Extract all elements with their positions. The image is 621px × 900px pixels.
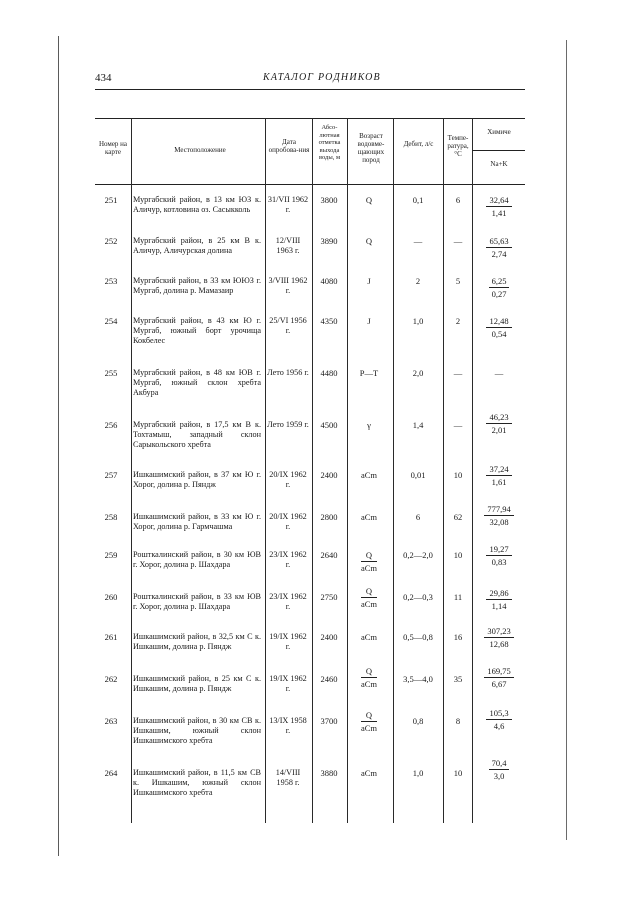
column-divider bbox=[265, 118, 266, 823]
row-number: 261 bbox=[104, 632, 118, 642]
col-header-debit: Дебит, л/с bbox=[403, 140, 434, 148]
row-age bbox=[349, 710, 389, 733]
row-age: aCm bbox=[360, 470, 378, 480]
age-top: Q bbox=[361, 666, 377, 678]
age-bottom: aCm bbox=[360, 599, 378, 609]
row-location: Ишкашимский район, в 32,5 км С к. Ишкашим, долина р. Пяндж bbox=[133, 632, 261, 651]
row-date: 25/VI 1956 г. bbox=[269, 316, 307, 335]
row-chem bbox=[475, 626, 523, 649]
row-temperature: 16 bbox=[453, 632, 463, 642]
row-debit: 1,0 bbox=[412, 316, 424, 326]
row-debit: 6 bbox=[415, 512, 421, 522]
row-number: 263 bbox=[104, 716, 118, 726]
row-date: 23/IX 1962 г. bbox=[269, 592, 307, 611]
row-altitude: 4080 bbox=[320, 276, 338, 286]
row-location: Мургабский район, в 13 км ЮЗ к. Аличур, котловина оз. Сасыкколь bbox=[133, 195, 261, 214]
row-temperature: 62 bbox=[453, 512, 463, 522]
col-header-altitude: Абсо-лютная отметка выхода воды, м bbox=[318, 124, 341, 161]
row-chem bbox=[475, 276, 523, 299]
age-bottom: aCm bbox=[360, 679, 378, 689]
row-debit: 0,2—2,0 bbox=[403, 550, 433, 560]
column-divider bbox=[443, 118, 444, 823]
row-altitude: 2400 bbox=[320, 632, 338, 642]
row-chem bbox=[475, 758, 523, 781]
row-age bbox=[349, 586, 389, 609]
row-altitude: 4500 bbox=[320, 420, 338, 430]
table-header-bottom-rule bbox=[95, 184, 525, 185]
row-date: 3/VIII 1962 г. bbox=[268, 276, 308, 295]
chem-top: 70,4 bbox=[489, 758, 510, 770]
age-bottom: aCm bbox=[360, 563, 378, 573]
row-location: Мургабский район, в 17,5 км В к. Тохтамыш, западный склон Сарыкольского хребта bbox=[133, 420, 261, 449]
col-header-location: Местоположение bbox=[174, 146, 226, 154]
row-date: 31/VII 1962 г. bbox=[267, 195, 309, 214]
row-location: Ишкашимский район, в 33 км Ю г. Хорог, долина р. Гармчашма bbox=[133, 512, 261, 531]
row-altitude: 2460 bbox=[320, 674, 338, 684]
row-chem bbox=[475, 316, 523, 339]
row-number: 264 bbox=[104, 768, 118, 778]
row-date: 13/IX 1958 г. bbox=[269, 716, 307, 735]
chem-top: 32,64 bbox=[486, 195, 511, 207]
row-date: Лето 1959 г. bbox=[267, 420, 309, 429]
column-divider bbox=[393, 118, 394, 823]
row-date: 20/IX 1962 г. bbox=[269, 512, 307, 531]
row-date: 20/IX 1962 г. bbox=[269, 470, 307, 489]
page-header bbox=[95, 70, 525, 88]
row-chem bbox=[475, 504, 523, 527]
row-date: 19/IX 1962 г. bbox=[269, 632, 307, 651]
row-number: 258 bbox=[104, 512, 118, 522]
col-header-chem-sub: Na+K bbox=[490, 160, 508, 168]
row-number: 260 bbox=[104, 592, 118, 602]
page-number: 434 bbox=[95, 72, 112, 84]
chem-bottom: 32,08 bbox=[489, 517, 509, 527]
age-top: Q bbox=[361, 586, 377, 598]
row-debit: 2 bbox=[415, 276, 421, 286]
row-debit: 0,2—0,3 bbox=[403, 592, 433, 602]
row-number: 251 bbox=[104, 195, 118, 205]
age-bottom: aCm bbox=[360, 723, 378, 733]
row-date: 14/VIII 1958 г. bbox=[275, 768, 301, 787]
row-number: 259 bbox=[104, 550, 118, 560]
chem-top: 37,24 bbox=[486, 464, 511, 476]
chem-top: 19,27 bbox=[486, 544, 511, 556]
row-temperature: 10 bbox=[453, 550, 463, 560]
chem-top: 307,23 bbox=[484, 626, 513, 638]
running-title: КАТАЛОГ РОДНИКОВ bbox=[263, 72, 381, 83]
row-debit: 0,1 bbox=[412, 195, 424, 205]
row-number: 252 bbox=[104, 236, 118, 246]
chem-bottom: 6,67 bbox=[491, 679, 507, 689]
column-divider bbox=[347, 118, 348, 823]
row-date: 12/VIII 1963 г. bbox=[275, 236, 301, 255]
row-temperature: 2 bbox=[455, 316, 461, 326]
row-location: Мургабский район, в 43 км Ю г. Мургаб, южный борт урочища Кокбелес bbox=[133, 316, 261, 345]
col-header-chem: Химиче bbox=[487, 128, 511, 136]
row-chem bbox=[475, 544, 523, 567]
column-divider bbox=[131, 118, 132, 823]
row-age: P—T bbox=[359, 368, 379, 378]
chem-top: 105,3 bbox=[486, 708, 511, 720]
scan-edge-right bbox=[566, 40, 567, 840]
row-altitude: 4350 bbox=[320, 316, 338, 326]
chem-bottom: 12,68 bbox=[489, 639, 509, 649]
row-location: Мургабский район, в 48 км ЮВ г. Мургаб, южный склон хребта Акбура bbox=[133, 368, 261, 397]
row-altitude: 2640 bbox=[320, 550, 338, 560]
row-age: J bbox=[367, 316, 371, 326]
row-age: Q bbox=[365, 195, 373, 205]
row-age: aCm bbox=[360, 512, 378, 522]
chem-top: 65,63 bbox=[486, 236, 511, 248]
row-chem bbox=[475, 464, 523, 487]
table-top-rule bbox=[95, 118, 525, 119]
row-altitude: 3700 bbox=[320, 716, 338, 726]
row-temperature: 10 bbox=[453, 470, 463, 480]
chem-top: 12,48 bbox=[486, 316, 511, 328]
row-debit: 1,4 bbox=[412, 420, 424, 430]
chem-bottom: 1,61 bbox=[491, 477, 507, 487]
row-chem bbox=[475, 195, 523, 218]
row-age bbox=[349, 666, 389, 689]
row-chem: — bbox=[494, 368, 504, 378]
row-chem bbox=[475, 666, 523, 689]
row-debit: 0,5—0,8 bbox=[403, 632, 433, 642]
row-temperature: — bbox=[453, 236, 463, 246]
chem-bottom: 2,01 bbox=[491, 425, 507, 435]
row-age bbox=[349, 550, 389, 573]
scan-edge-left bbox=[58, 36, 59, 856]
chem-bottom: 4,6 bbox=[493, 721, 505, 731]
header-rule bbox=[95, 89, 525, 90]
row-debit: — bbox=[413, 236, 423, 246]
row-temperature: 5 bbox=[455, 276, 461, 286]
row-temperature: 6 bbox=[455, 195, 461, 205]
row-location: Ишкашимский район, в 30 км СВ к. Ишкашим, южный склон Ишкашимского хребта bbox=[133, 716, 261, 745]
row-temperature: 8 bbox=[455, 716, 461, 726]
row-date: 23/IX 1962 г. bbox=[269, 550, 307, 569]
row-age: aCm bbox=[360, 768, 378, 778]
row-age: Q bbox=[365, 236, 373, 246]
chem-top: 777,94 bbox=[484, 504, 513, 516]
row-altitude: 4480 bbox=[320, 368, 338, 378]
row-temperature: — bbox=[453, 420, 463, 430]
chem-bottom: 3,0 bbox=[493, 771, 505, 781]
column-divider bbox=[312, 118, 313, 823]
row-location: Ишкашимский район, в 11,5 км СВ к. Ишкашим, южный склон Ишкашимского хребта bbox=[133, 768, 261, 797]
row-number: 256 bbox=[104, 420, 118, 430]
row-debit: 0,8 bbox=[412, 716, 424, 726]
row-temperature: 35 bbox=[453, 674, 463, 684]
row-date: Лето 1956 г. bbox=[267, 368, 309, 377]
row-age: aCm bbox=[360, 632, 378, 642]
row-chem bbox=[475, 412, 523, 435]
row-altitude: 3800 bbox=[320, 195, 338, 205]
row-debit: 1,0 bbox=[412, 768, 424, 778]
column-divider bbox=[472, 118, 473, 823]
col-header-temperature: Темпе-ратура, °С bbox=[447, 134, 469, 158]
chem-bottom: 1,14 bbox=[491, 601, 507, 611]
chem-top: 6,25 bbox=[489, 276, 510, 288]
row-location: Рошткалинский район, в 30 км ЮВ г. Хорог, долина р. Шахдара bbox=[133, 550, 261, 569]
col-header-age: Возраст водовме-щающих пород bbox=[357, 132, 385, 164]
chem-bottom: 0,27 bbox=[491, 289, 507, 299]
row-altitude: 2800 bbox=[320, 512, 338, 522]
row-temperature: — bbox=[453, 368, 463, 378]
row-location: Ишкашимский район, в 37 км Ю г. Хорог, долина р. Пяндж bbox=[133, 470, 261, 489]
row-altitude: 2400 bbox=[320, 470, 338, 480]
row-debit: 2,0 bbox=[412, 368, 424, 378]
chem-top: 29,86 bbox=[486, 588, 511, 600]
chem-bottom: 1,41 bbox=[491, 208, 507, 218]
chem-bottom: 0,54 bbox=[491, 329, 507, 339]
row-chem bbox=[475, 708, 523, 731]
age-top: Q bbox=[361, 550, 377, 562]
row-debit: 0,01 bbox=[410, 470, 426, 480]
col-header-date: Дата опробова-ния bbox=[268, 138, 310, 154]
row-number: 262 bbox=[104, 674, 118, 684]
row-altitude: 2750 bbox=[320, 592, 338, 602]
row-debit: 3,5—4,0 bbox=[403, 674, 433, 684]
row-chem bbox=[475, 588, 523, 611]
row-location: Рошткалинский район, в 33 км ЮВ г. Хорог, долина р. Шахдара bbox=[133, 592, 261, 611]
chem-bottom: 0,83 bbox=[491, 557, 507, 567]
row-age: J bbox=[367, 276, 371, 286]
row-altitude: 3890 bbox=[320, 236, 338, 246]
row-number: 255 bbox=[104, 368, 118, 378]
chem-bottom: 2,74 bbox=[491, 249, 507, 259]
age-top: Q bbox=[361, 710, 377, 722]
chem-top: 46,23 bbox=[486, 412, 511, 424]
row-altitude: 3880 bbox=[320, 768, 338, 778]
row-number: 253 bbox=[104, 276, 118, 286]
row-temperature: 11 bbox=[453, 592, 463, 602]
row-number: 257 bbox=[104, 470, 118, 480]
row-temperature: 10 bbox=[453, 768, 463, 778]
chem-sub-rule bbox=[472, 150, 525, 151]
row-chem bbox=[475, 236, 523, 259]
row-location: Ишкашимский район, в 25 км С к. Ишкашим, долина р. Пяндж bbox=[133, 674, 261, 693]
col-header-number: Номер на карте bbox=[98, 140, 128, 156]
row-age: γ bbox=[367, 420, 371, 430]
chem-top: 169,75 bbox=[484, 666, 513, 678]
row-location: Мургабский район, в 25 км В к. Аличур, Аличурская долина bbox=[133, 236, 261, 255]
row-date: 19/IX 1962 г. bbox=[269, 674, 307, 693]
row-number: 254 bbox=[104, 316, 118, 326]
row-location: Мургабский район, в 33 км ЮЮЗ г. Мургаб, долина р. Мамазаир bbox=[133, 276, 261, 295]
